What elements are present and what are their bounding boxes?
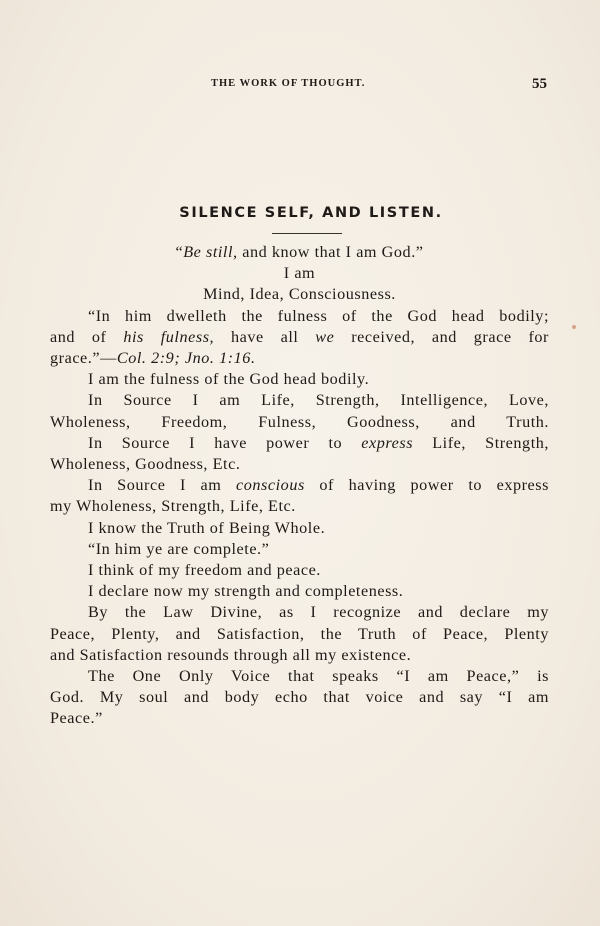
italic-text: his fulness,: [123, 327, 215, 346]
text-line: Wholeness, Goodness, Etc.: [50, 455, 241, 474]
text-line: I think of my freedom and peace.: [88, 561, 321, 580]
text-line: In Source I am Life, Strength, Intelligence, Love,: [88, 391, 549, 410]
text-line: I am the fulness of the God head bodily.: [88, 370, 370, 389]
text-line: In Source I have power to express Life, Strength,: [88, 433, 549, 452]
text-line: “Be still, and know that I am God.”: [175, 243, 424, 261]
text-line: my Wholeness, Strength, Life, Etc.: [50, 497, 296, 516]
text-line: By the Law Divine, as I recognize and declare my: [88, 603, 549, 622]
text-line: In Source I am conscious of having power to express: [88, 476, 549, 495]
section-title: SILENCE SELF, AND LISTEN.: [179, 205, 443, 221]
text-line: The One Only Voice that speaks “I am Peace,” is: [88, 667, 549, 686]
text-line: “In him ye are complete.”: [88, 539, 270, 558]
text-line: and Satisfaction resounds through all my existence.: [50, 645, 412, 664]
text-line: Peace, Plenty, and Satisfaction, the Truth of Peace, Plenty: [50, 624, 549, 643]
text-line: and of his fulness, have all we received, and grace for: [50, 327, 549, 346]
text-line: Wholeness, Freedom, Fulness, Goodness, and Truth.: [50, 412, 549, 431]
text-line: grace.”—Col. 2:9; Jno. 1:16.: [50, 349, 256, 368]
text-line: God. My soul and body echo that voice and say “I am: [50, 688, 549, 707]
page-number: 55: [532, 76, 547, 92]
body-text: [50, 242, 549, 730]
running-head: THE WORK OF THOUGHT.: [211, 78, 366, 89]
citation: Col. 2:9; Jno. 1:16.: [116, 349, 256, 368]
paper-spot: [572, 325, 576, 329]
text-line: I know the Truth of Being Whole.: [88, 518, 326, 537]
italic-text: Be still,: [183, 243, 238, 261]
text-line: “In him dwelleth the fulness of the God head bodily;: [88, 306, 549, 325]
text-line: I declare now my strength and completeness.: [88, 582, 404, 601]
italic-text: we: [315, 327, 335, 346]
text-line: Peace.”: [50, 709, 103, 728]
text-line: Mind, Idea, Consciousness.: [203, 285, 396, 304]
text-line: I am: [283, 264, 316, 283]
title-rule: [272, 233, 342, 234]
italic-text: express: [361, 433, 414, 452]
italic-text: conscious: [236, 476, 305, 495]
